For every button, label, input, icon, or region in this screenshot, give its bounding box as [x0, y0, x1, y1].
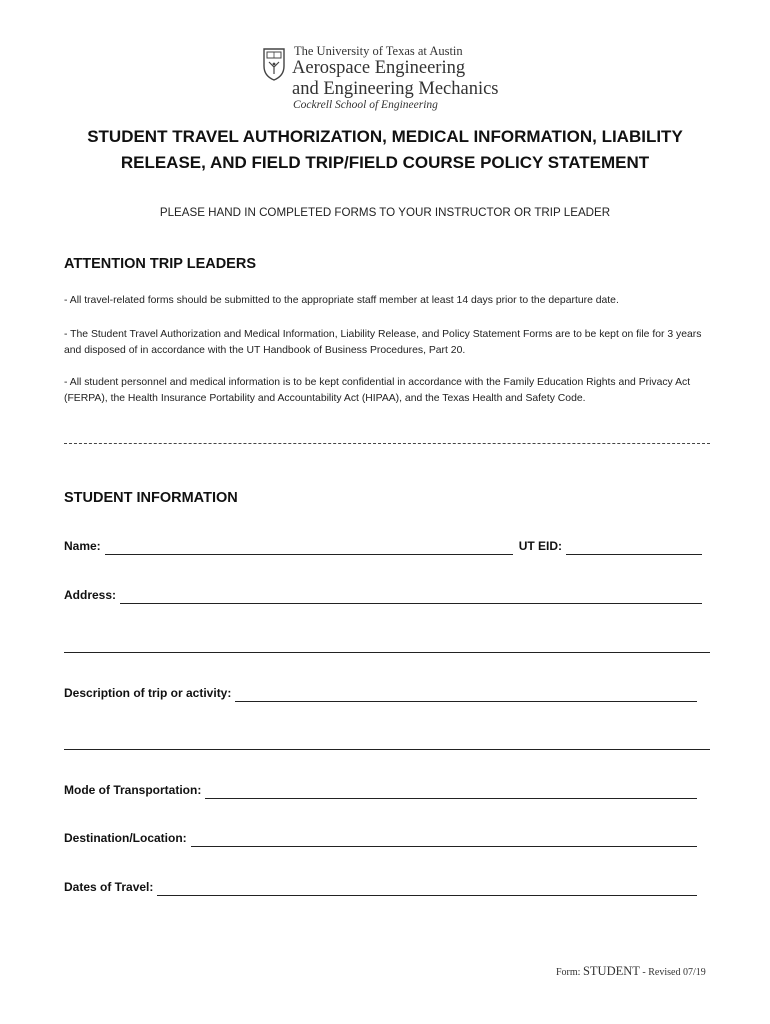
attention-paragraph-1: - All travel-related forms should be submitted to the appropriate staff member at least 14 days prior to the departure date.	[64, 295, 619, 306]
footer-form-label: Form:	[556, 967, 581, 978]
ut-seal-icon	[262, 46, 286, 82]
destination-row	[64, 831, 697, 847]
address-field[interactable]	[120, 589, 702, 604]
transport-label: Mode of Transportation:	[64, 783, 202, 797]
description-row	[64, 686, 697, 702]
name-field[interactable]	[105, 540, 513, 555]
attention-paragraph-2: - The Student Travel Authorization and Medical Information, Liability Release, and Policy Statement Forms are to be kept on file for 3 years and disposed of in accordance with the UT Handbook of Business Procedures, Part 20.	[64, 329, 702, 356]
logo-department-line2: and Engineering Mechanics	[292, 79, 499, 99]
address-label: Address:	[64, 588, 117, 602]
destination-field[interactable]	[191, 832, 697, 847]
transport-field[interactable]	[205, 784, 697, 799]
ut-eid-field[interactable]	[566, 540, 702, 555]
footer-form-name: STUDENT	[582, 964, 640, 978]
transport-row	[64, 783, 697, 799]
ut-eid-label: UT EID:	[518, 539, 563, 553]
form-revision-footer	[556, 964, 706, 979]
hand-in-instruction: PLEASE HAND IN COMPLETED FORMS TO YOUR INSTRUCTOR OR TRIP LEADER	[159, 206, 611, 219]
description-field[interactable]	[235, 687, 697, 702]
title-line-2: RELEASE, AND FIELD TRIP/FIELD COURSE POLICY STATEMENT	[120, 153, 650, 172]
dates-row	[64, 880, 697, 896]
description-label: Description of trip or activity:	[64, 686, 232, 700]
section-divider	[64, 443, 710, 444]
address-row	[64, 588, 702, 604]
student-info-heading: STUDENT INFORMATION	[64, 490, 238, 506]
logo-school-name: Cockrell School of Engineering	[293, 99, 438, 111]
logo-university-name: The University of Texas at Austin	[294, 44, 463, 58]
description-field-line-2[interactable]	[64, 749, 710, 750]
destination-label: Destination/Location:	[64, 831, 187, 845]
name-eid-row	[64, 539, 710, 555]
dates-label: Dates of Travel:	[64, 880, 154, 894]
footer-revised: - Revised 07/19	[642, 967, 706, 978]
attention-paragraph-3: - All student personnel and medical information is to be kept confidential in accordance with the Family Education Rights and Privacy Act (FERPA), the Health Insurance Portability and Accountability Act (HIPAA), and the Texas Health and Safety Code.	[64, 377, 691, 404]
university-logo	[262, 44, 522, 114]
attention-heading: ATTENTION TRIP LEADERS	[64, 256, 256, 272]
dates-field[interactable]	[157, 881, 697, 896]
address-field-line-2[interactable]	[64, 652, 710, 653]
name-label: Name:	[64, 539, 101, 553]
title-line-1: STUDENT TRAVEL AUTHORIZATION, MEDICAL INFORMATION, LIABILITY	[87, 127, 683, 146]
logo-department-line1: Aerospace Engineering	[292, 58, 466, 78]
page-title	[40, 124, 730, 176]
